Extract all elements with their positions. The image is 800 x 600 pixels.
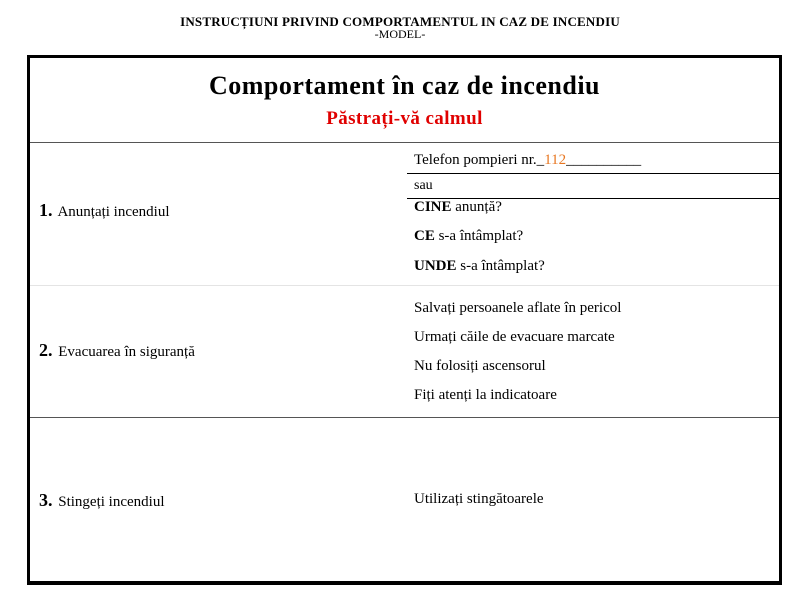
or-text: sau	[414, 178, 433, 193]
section-title: Stingeți incendiul	[58, 494, 165, 510]
phone-suffix: __________	[566, 152, 642, 168]
section-label	[39, 340, 195, 361]
question-keyword: CINE	[414, 199, 452, 215]
list-item: Urmați căile de evacuare marcate	[414, 329, 615, 345]
phone-text	[414, 152, 641, 169]
list-item: Nu folosiți ascensorul	[414, 358, 546, 374]
section-number: 2.	[39, 340, 53, 360]
section-announce-fire	[30, 143, 779, 286]
question-who	[414, 199, 502, 216]
document-header	[0, 15, 800, 41]
list-item: Fiți atenți la indicatoare	[414, 387, 557, 403]
question-where	[414, 258, 545, 275]
question-rest: s-a întâmplat?	[434, 228, 524, 244]
banner-title: Comportament în caz de incendiu	[208, 71, 601, 100]
section-extinguish-fire	[30, 418, 779, 581]
section-number: 3.	[39, 490, 53, 510]
document-subtitle: -MODEL-	[374, 27, 426, 41]
phone-line	[407, 143, 779, 174]
section-safe-evacuation	[30, 286, 779, 418]
question-rest: anunță?	[451, 199, 502, 215]
instructions-sheet	[27, 55, 782, 585]
question-keyword: CE	[414, 228, 435, 244]
question-rest: s-a întâmplat?	[456, 258, 545, 274]
question-keyword: UNDE	[414, 258, 457, 274]
section-title: Anunțați incendiul	[57, 204, 170, 220]
banner	[30, 58, 779, 143]
list-item: Utilizați stingătoarele	[414, 491, 544, 507]
section-label	[39, 490, 165, 511]
document-title: INSTRUCȚIUNI PRIVIND COMPORTAMENTUL IN CAZ DE INCENDIU	[180, 14, 620, 29]
section-title: Evacuarea în siguranță	[58, 344, 195, 360]
section-label	[39, 200, 170, 221]
section-number: 1.	[39, 200, 53, 220]
phone-prefix: Telefon pompieri nr._	[414, 152, 545, 168]
banner-subtitle: Păstrați-vă calmul	[326, 108, 483, 129]
question-what	[414, 228, 523, 245]
list-item: Salvați persoanele aflate în pericol	[414, 300, 622, 316]
or-line	[407, 173, 779, 199]
phone-number: 112	[544, 152, 567, 168]
